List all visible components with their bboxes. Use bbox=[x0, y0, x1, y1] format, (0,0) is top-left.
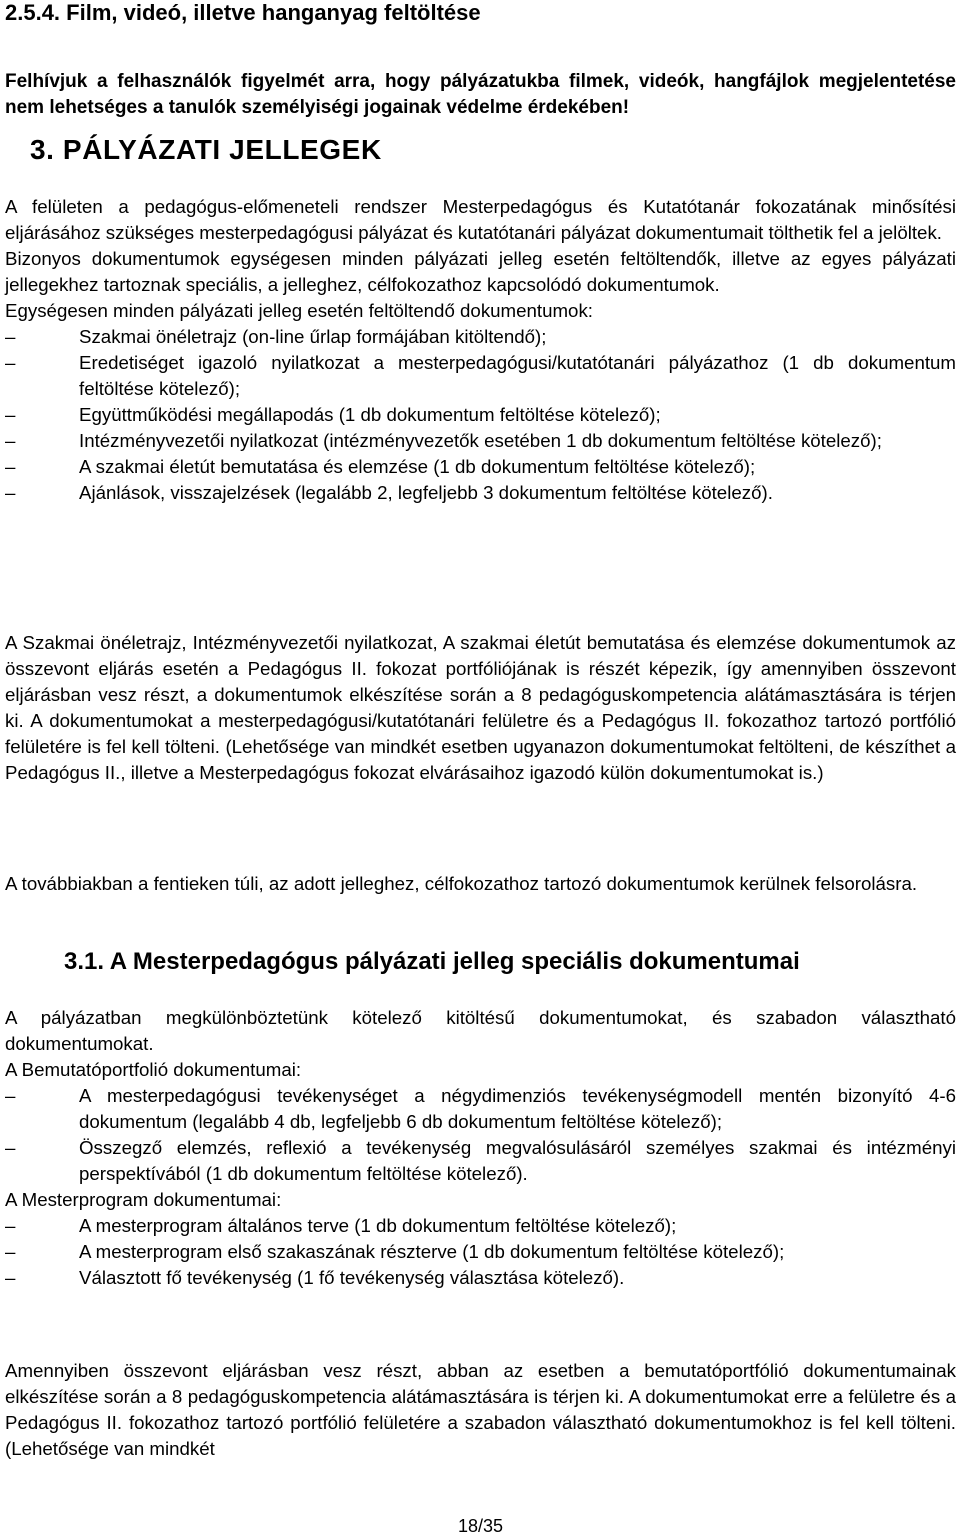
dash-bullet-icon: – bbox=[5, 1215, 16, 1236]
dash-bullet-icon: – bbox=[5, 1267, 16, 1288]
dash-bullet-icon: – bbox=[5, 404, 16, 425]
common-documents-list bbox=[5, 324, 956, 506]
dash-bullet-icon: – bbox=[5, 1137, 16, 1158]
dash-bullet-icon: – bbox=[5, 482, 16, 503]
list-item: – A szakmai életút bemutatása és elemzése (1 db dokumentum feltöltése kötelező); bbox=[5, 454, 956, 480]
section-heading-3: 3. PÁLYÁZATI JELLEGEK bbox=[30, 134, 382, 165]
section-3-body bbox=[5, 194, 956, 506]
section-3-1-paragraph-2-block bbox=[5, 1358, 956, 1462]
list-item: – Intézményvezetői nyilatkozat (intézményvezetők esetében 1 db dokumentum feltöltése kötelező); bbox=[5, 428, 956, 454]
dash-bullet-icon: – bbox=[5, 430, 16, 451]
page-number: 18/35 bbox=[457, 1516, 504, 1536]
list-item: – Szakmai önéletrajz (on-line űrlap formájában kitöltendő); bbox=[5, 324, 956, 350]
dash-bullet-icon: – bbox=[5, 1241, 16, 1262]
dash-bullet-icon: – bbox=[5, 352, 16, 373]
dash-bullet-icon: – bbox=[5, 326, 16, 347]
section-3-1-paragraph-1: A pályázatban megkülönböztetünk kötelező kitöltésű dokumentumokat, és szabadon választható dokumentumokat. bbox=[5, 1007, 956, 1054]
mesterprogram-list bbox=[5, 1213, 956, 1291]
section-3-paragraph-3: Egységesen minden pályázati jelleg esetén feltöltendő dokumentumok: bbox=[5, 300, 593, 321]
section-heading-3-1: 3.1. A Mesterpedagógus pályázati jelleg speciális dokumentumai bbox=[64, 948, 800, 975]
bemutato-label: A Bemutatóportfolió dokumentumai: bbox=[5, 1059, 302, 1080]
section-3-1-body bbox=[5, 1005, 956, 1291]
list-item: – Választott fő tevékenység (1 fő tevékenység választása kötelező). bbox=[5, 1265, 956, 1291]
section-3-paragraph-4: A Szakmai önéletrajz, Intézményvezetői nyilatkozat, A szakmai életút bemutatása és elemzése dokumentumok az összevont eljárás esetén a Pedagógus II. fokozat portfóliójának is részét képezik, így amennyiben összevont eljárásban vesz részt, a dokumentumok elkészítése során a 8 pedagóguskompetencia alátámasztására is térjen ki. A dokumentumokat a mesterpedagógusi/kutatótanári felületre és a Pedagógus II. fokozathoz tartozó portfólió felületére is fel kell tölteni. (Lehetősége van mindkét esetben ugyanazon dokumentumokat feltölteni, de készíthet a Pedagógus II., illetve a Mesterpedagógus fokozat elvárásaihoz igazodó külön dokumentumokat is.) bbox=[5, 632, 956, 783]
section-3-paragraph-1: A felületen a pedagógus-előmeneteli rendszer Mesterpedagógus és Kutatótanár fokozatának minősítési eljárásához szükséges mesterpedagógusi pályázat és kutatótanári pályázat dokumentumait tölthetik fel a jelöltek. bbox=[5, 196, 956, 243]
list-item: – Ajánlások, visszajelzések (legalább 2, legfeljebb 3 dokumentum feltöltése kötelező). bbox=[5, 480, 956, 506]
section-heading-2-5-4: 2.5.4. Film, videó, illetve hanganyag feltöltése bbox=[5, 0, 481, 25]
section-3-paragraph-4-block bbox=[5, 630, 956, 786]
list-item: – Összegző elemzés, reflexió a tevékenység megvalósulásáról személyes szakmai és intézményi perspektívából (1 db dokumentum feltöltése kötelező). bbox=[5, 1137, 956, 1184]
section-3-paragraph-5: A továbbiakban a fentieken túli, az adott jelleghez, célfokozathoz tartozó dokumentumok kerülnek felsorolásra. bbox=[5, 873, 918, 894]
list-item: – Együttműködési megállapodás (1 db dokumentum feltöltése kötelező); bbox=[5, 402, 956, 428]
list-item: – A mesterpedagógusi tevékenységet a négydimenziós tevékenységmodell mentén bizonyító 4-6 dokumentum (legalább 4 db, legfeljebb 6 db dokumentum feltöltése kötelező); bbox=[5, 1085, 956, 1132]
section-3-paragraph-5-block bbox=[5, 871, 956, 897]
warning-note: Felhívjuk a felhasználók figyelmét arra, hogy pályázatukba filmek, videók, hangfájlok megjelentetése nem lehetséges a tanulók személyiségi jogainak védelme érdekében! bbox=[5, 71, 956, 118]
dash-bullet-icon: – bbox=[5, 456, 16, 477]
dash-bullet-icon: – bbox=[5, 1085, 16, 1106]
section-3-paragraph-2: Bizonyos dokumentumok egységesen minden pályázati jelleg esetén feltöltendők, illetve az egyes pályázati jellegekhez tartoznak speciális, a jelleghez, célfokozathoz kapcsolódó dokumentumok. bbox=[5, 248, 956, 295]
bemutato-list bbox=[5, 1083, 956, 1187]
list-item: – Eredetiséget igazoló nyilatkozat a mesterpedagógusi/kutatótanári pályázathoz (1 db dokumentum feltöltése kötelező); bbox=[5, 352, 956, 399]
list-item: – A mesterprogram általános terve (1 db dokumentum feltöltése kötelező); bbox=[5, 1213, 956, 1239]
mesterprogram-label: A Mesterprogram dokumentumai: bbox=[5, 1189, 282, 1210]
list-item: – A mesterprogram első szakaszának részterve (1 db dokumentum feltöltése kötelező); bbox=[5, 1239, 956, 1265]
section-3-1-paragraph-2: Amennyiben összevont eljárásban vesz részt, abban az esetben a bemutatóportfólió dokumentumainak elkészítése során a 8 pedagóguskompetencia alátámasztására is térjen ki. A dokumentumokat erre a felületre és a Pedagógus II. fokozathoz tartozó portfólió felületére a szabadon választható dokumentumokhoz is fel kell tölteni. (Lehetősége van mindkét bbox=[5, 1360, 956, 1459]
